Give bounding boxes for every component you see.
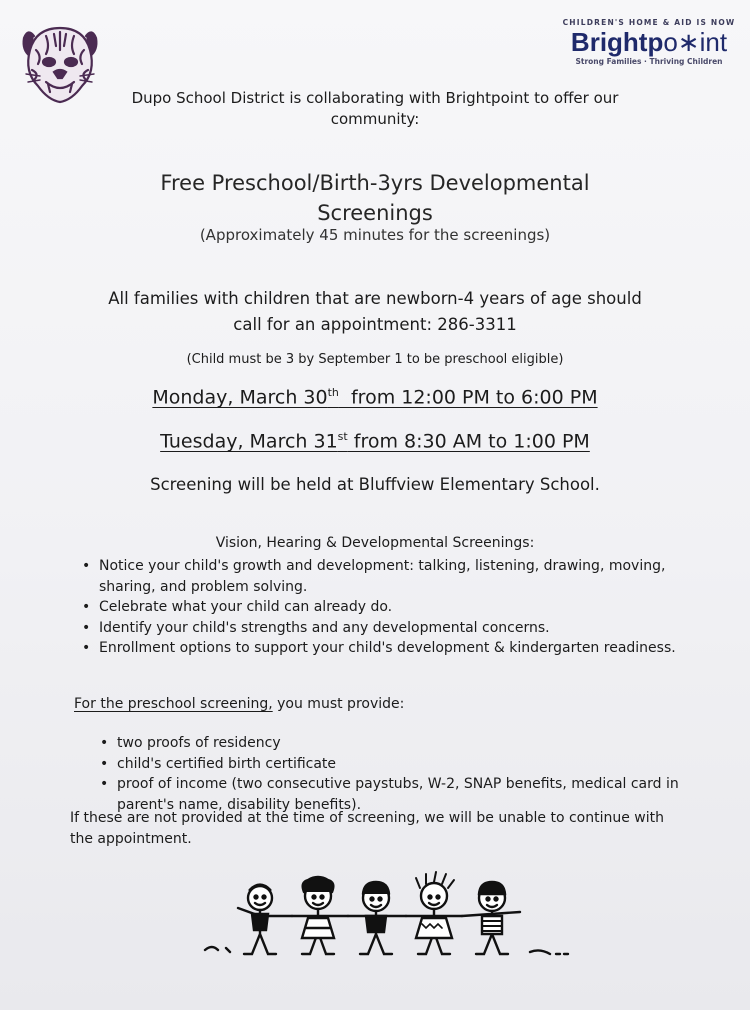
- list-item: • proof of income (two consecutive paystubs, W-2, SNAP benefits, medical card in parent's name, disability benefits).: [100, 774, 680, 815]
- list-item: • Notice your child's growth and development: talking, listening, drawing, moving, sharing, and problem solving.: [82, 556, 682, 597]
- list-item: • child's certified birth certificate: [100, 754, 680, 775]
- location-text: Screening will be held at Bluffview Elementary School.: [150, 475, 600, 494]
- brightpoint-logo: [560, 18, 738, 78]
- date-monday: [0, 386, 750, 408]
- date-tuesday-day: Tuesday, March 31: [160, 430, 338, 453]
- headline-line-1: Free Preschool/Birth-3yrs Developmental: [160, 171, 590, 195]
- intro-line-1: Dupo School District is collaborating with Brightpoint to offer our: [131, 89, 619, 107]
- date-tuesday: [0, 430, 750, 452]
- date-tuesday-suffix: st: [337, 430, 348, 443]
- date-monday-time: from 12:00 PM to 6:00 PM: [338, 386, 598, 409]
- eligibility-note: (Child must be 3 by September 1 to be preschool eligible): [186, 352, 564, 367]
- brightpoint-name-soft: o∗int: [663, 27, 728, 57]
- intro-line-2: community:: [330, 110, 420, 128]
- brightpoint-top-line: CHILDREN'S HOME & AID IS NOW: [562, 18, 736, 27]
- warning-text: If these are not provided at the time of screening, we will be unable to continue with the appointment.: [70, 810, 665, 847]
- headline: [0, 168, 750, 228]
- screenings-list: [82, 556, 682, 659]
- brightpoint-wordmark: [560, 27, 738, 57]
- intro-text: [0, 88, 750, 130]
- screenings-title: Vision, Hearing & Developmental Screenings:: [215, 535, 535, 551]
- preschool-title: [74, 696, 404, 712]
- families-call-text: [0, 286, 750, 338]
- preschool-requirements-list: [100, 733, 680, 815]
- list-item: • Identify your child's strengths and any developmental concerns.: [82, 618, 682, 639]
- date-monday-suffix: th: [327, 386, 339, 399]
- children-holding-hands-icon: [200, 868, 570, 968]
- list-item: • Celebrate what your child can already do.: [82, 597, 682, 618]
- brightpoint-tagline: Strong Families · Thriving Children: [575, 57, 723, 66]
- headline-line-2: Screenings: [317, 201, 433, 225]
- families-line-2: call for an appointment: 286-3311: [233, 315, 517, 334]
- date-tuesday-time: from 8:30 AM to 1:00 PM: [347, 430, 590, 453]
- preschool-title-underlined: For the preschool screening,: [74, 696, 273, 712]
- preschool-title-rest: you must provide:: [272, 696, 405, 712]
- list-item: • two proofs of residency: [100, 733, 680, 754]
- brightpoint-name-bold: Brightp: [570, 27, 664, 57]
- list-item: • Enrollment options to support your child's development & kindergarten readiness.: [82, 638, 682, 659]
- date-monday-day: Monday, March 30: [152, 386, 328, 409]
- duration-note: (Approximately 45 minutes for the screenings): [199, 226, 551, 244]
- families-line-1: All families with children that are newborn-4 years of age should: [108, 289, 642, 308]
